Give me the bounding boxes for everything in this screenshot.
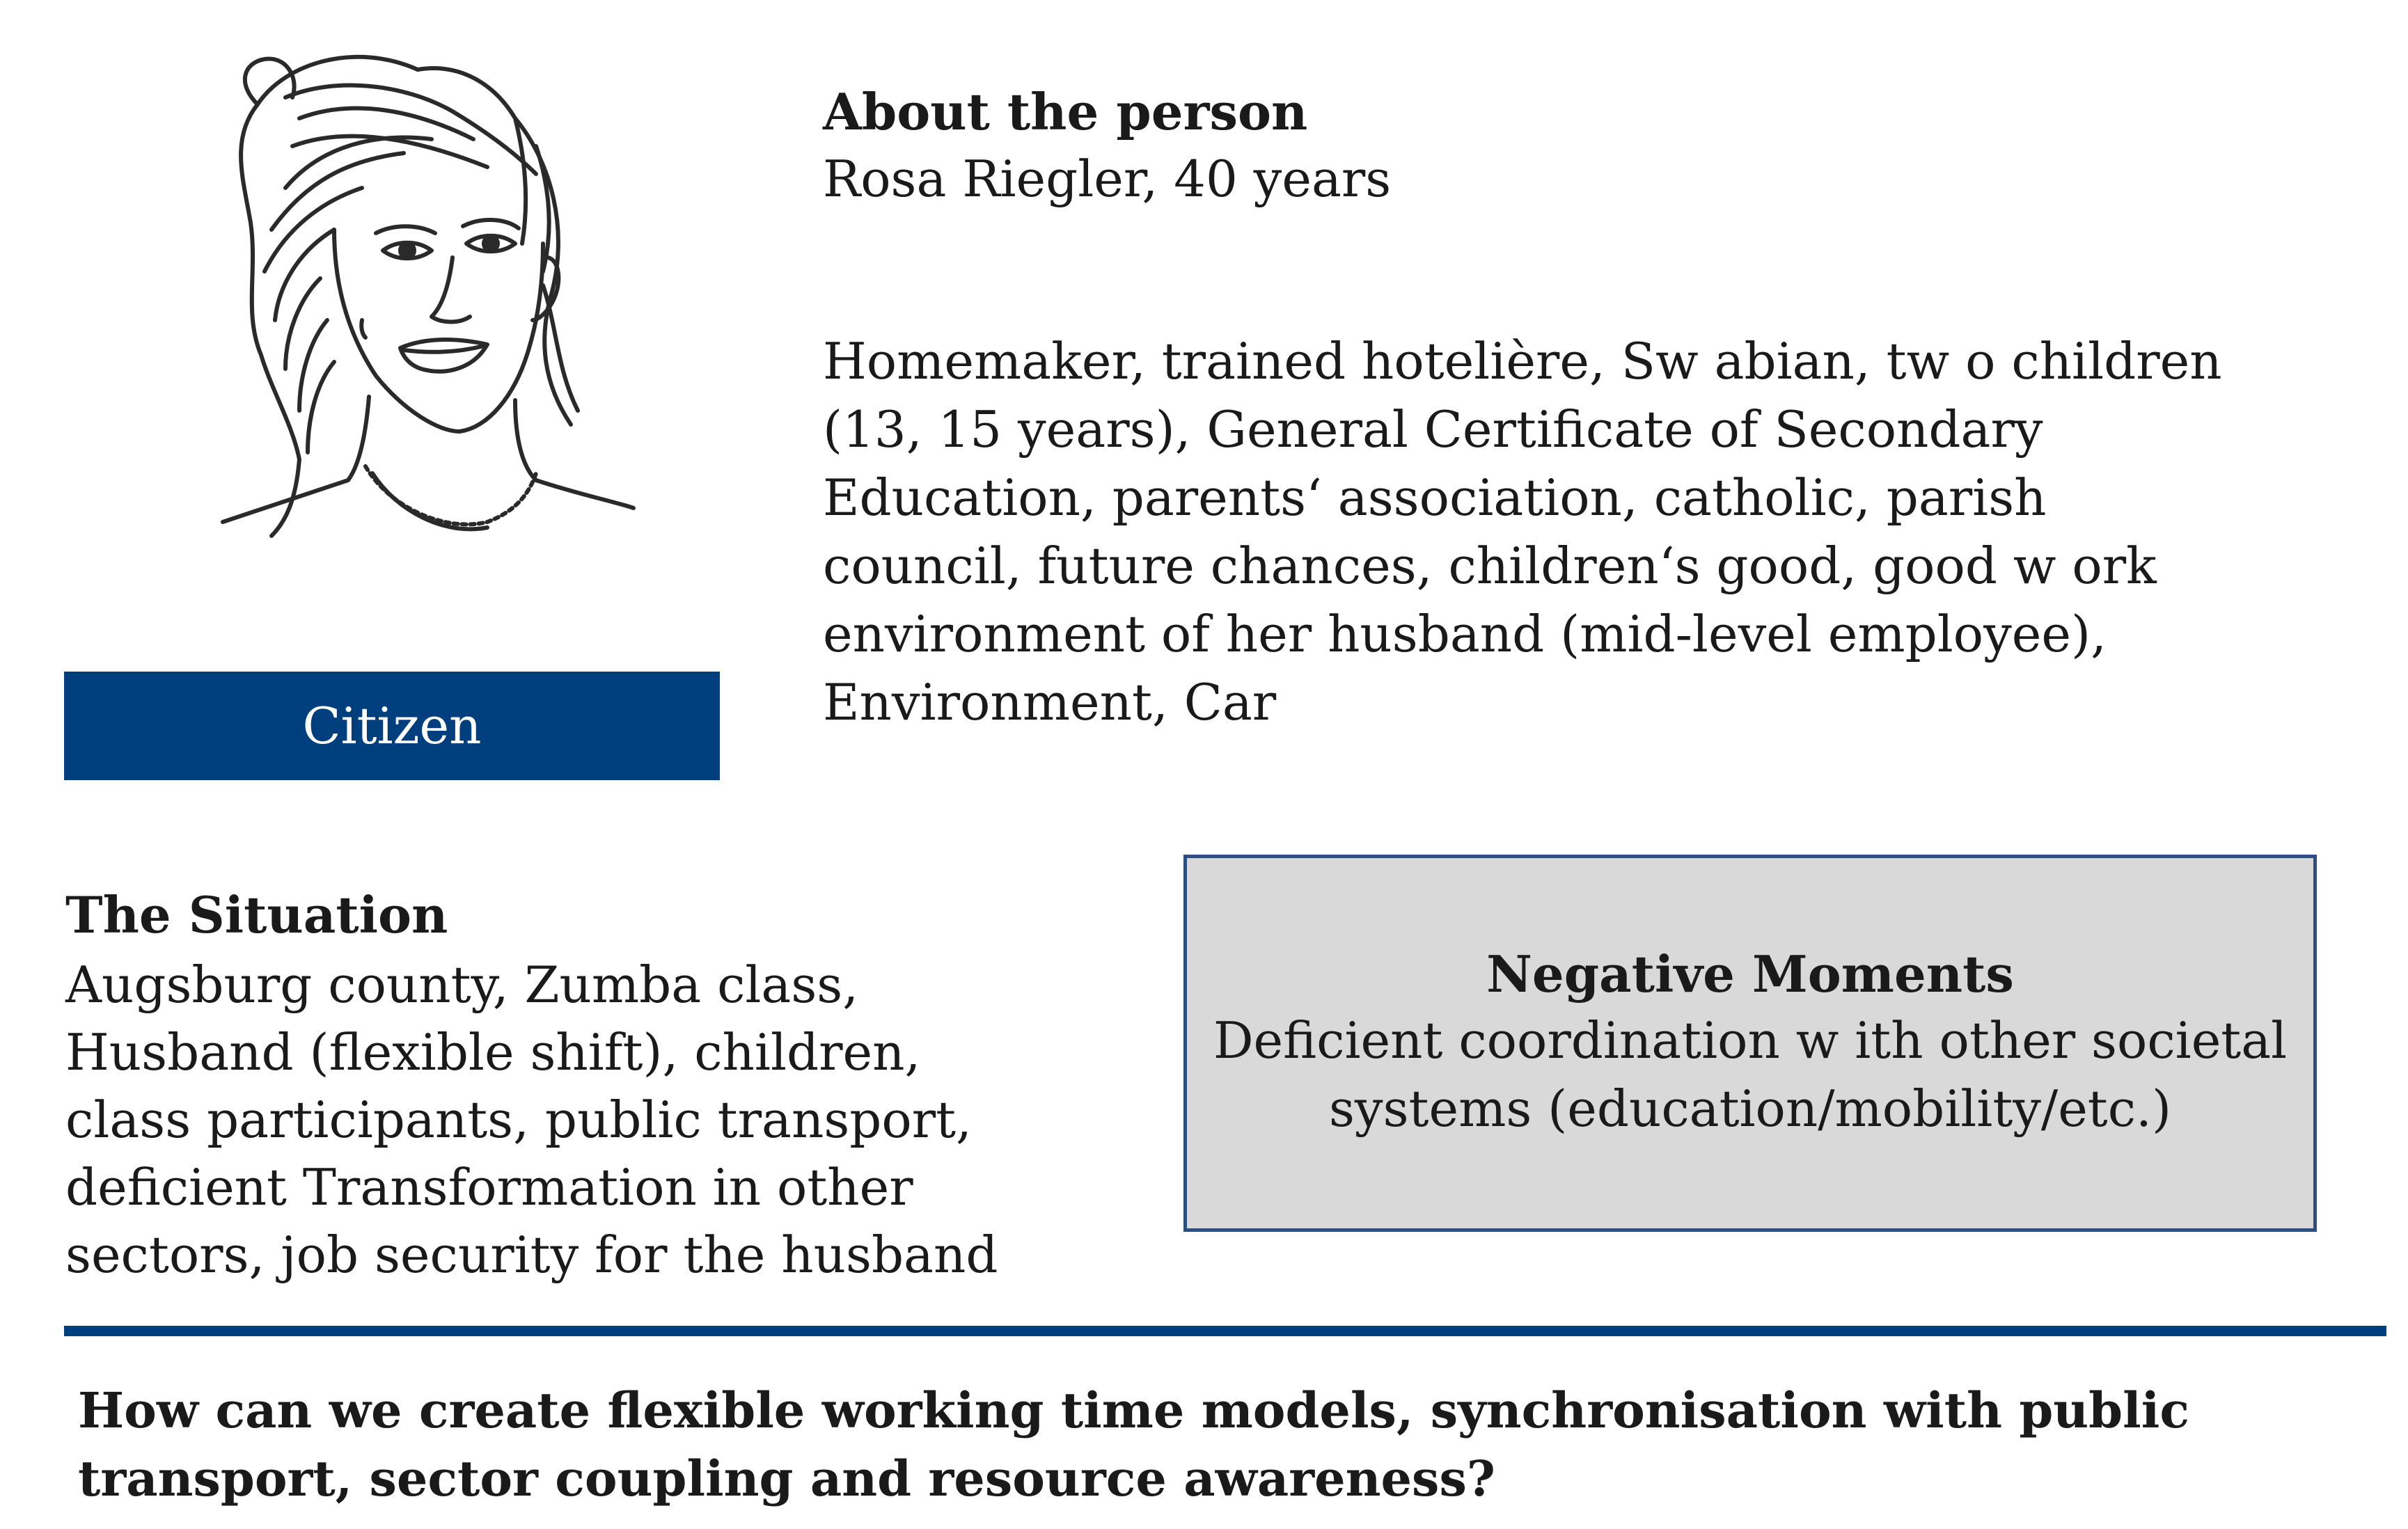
about-description-line: environment of her husband (mid-level employee), (823, 605, 2107, 663)
situation-line: Augsburg county, Zumba class, (65, 956, 859, 1014)
woman-portrait-sketch-icon (125, 21, 654, 619)
about-description-line: Education, parents‘ association, catholic, parish (823, 468, 2047, 527)
guiding-question (78, 1377, 2375, 1513)
about-description-line: Homemaker, trained hotelière, Sw abian, tw o children (823, 332, 2222, 390)
about-title: About the person (823, 82, 1308, 141)
about-description (823, 327, 2222, 736)
about-description-line: Environment, Car (823, 673, 1277, 731)
situation-title: The Situation (65, 885, 448, 944)
negative-moments-line: systems (education/mobility/etc.) (1328, 1079, 2172, 1138)
person-name-age: Rosa Riegler, 40 years (823, 150, 1392, 208)
role-label: Citizen (302, 697, 482, 755)
situation-body (65, 951, 1110, 1289)
section-divider (64, 1326, 2386, 1336)
negative-moments-line: Deficient coordination w ith other societal (1213, 1011, 2288, 1070)
guiding-question-line: How can we create flexible working time models, synchronisation with public (78, 1381, 2189, 1439)
guiding-question-line: transport, sector coupling and resource awareness? (78, 1450, 1495, 1507)
situation-line: sectors, job security for the husband (65, 1226, 998, 1284)
about-description-line: council, future chances, children‘s good, good w ork (823, 537, 2157, 595)
negative-moments-title: Negative Moments (1486, 944, 2014, 1004)
situation-line: Husband (flexible shift), children, (65, 1023, 921, 1082)
about-description-line: (13, 15 years), General Certificate of Secondary (823, 400, 2043, 459)
situation-line: deficient Transformation in other (65, 1158, 913, 1217)
negative-moments-body (1213, 1006, 2287, 1143)
role-badge (64, 672, 720, 780)
negative-moments-box (1183, 855, 2317, 1232)
situation-line: class participants, public transport, (65, 1091, 972, 1149)
